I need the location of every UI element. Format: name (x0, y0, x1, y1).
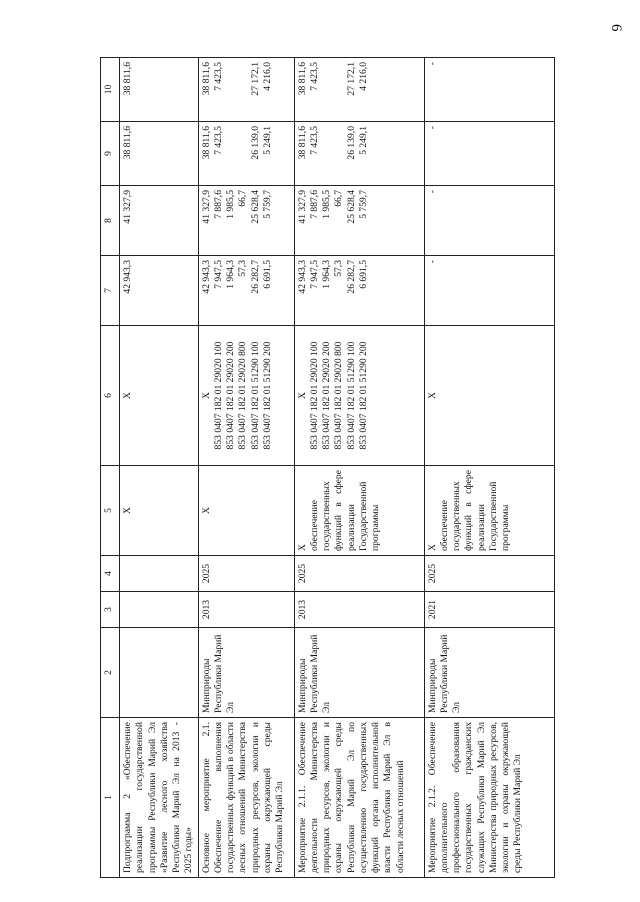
start-year-cell: 2013 (294, 592, 424, 628)
budget-code: 853 0407 182 01 29020 800 (237, 341, 249, 450)
value: 42 943,3 (200, 260, 212, 294)
value: 7 887,6 (212, 190, 224, 219)
rotated-page (100, 58, 620, 878)
budget-code: 853 0407 182 01 51290 100 (345, 341, 357, 450)
value: 5 249,1 (261, 126, 273, 155)
table-row (120, 58, 199, 878)
value: 5 249,1 (357, 126, 369, 155)
value-cell (424, 122, 554, 186)
value: 26 139,0 (345, 126, 357, 160)
value: 7 423,5 (308, 62, 320, 91)
budget-code: 853 0407 182 01 51290 100 (249, 341, 261, 450)
value (225, 126, 237, 181)
budget-code-cell (198, 326, 294, 466)
table-row (198, 58, 294, 878)
value-cell (294, 186, 424, 256)
value-cell (120, 58, 199, 122)
value: 1 964,3 (225, 260, 237, 289)
value: 27 172,1 (345, 62, 357, 96)
value: 7 423,5 (212, 126, 224, 155)
value: 66,7 (333, 190, 345, 207)
budget-code: 853 0407 182 01 51290 200 (357, 341, 369, 450)
value: 38 811,6 (200, 126, 212, 160)
table-row (424, 58, 554, 878)
value: 41 327,9 (296, 190, 308, 224)
result-cell (424, 466, 554, 556)
result-text: обеспечение государственных функций в сфере реализации Государственной программы (438, 470, 512, 551)
value-cell (198, 122, 294, 186)
value: - (426, 62, 438, 66)
result-cell (120, 466, 199, 556)
program-name-cell: Основное мероприятие 2.1. Обеспечение выполнения государственных функций в области лесных отношений Министерства природных ресурсов, экологии и охраны окружающей среды Республики Марий Эл (198, 718, 294, 878)
value: 26 282,7 (345, 260, 357, 294)
program-name-cell: Мероприятие 2.1.2. Обеспечение дополнительного профессионального образования государственных гражданских служащих Республики Марий Эл Министерства природных ресурсов, экологии и охраны окружающей среды Республики Марий Эл (424, 718, 554, 878)
value-cell (294, 58, 424, 122)
value: - (426, 260, 438, 264)
value: - (426, 126, 438, 130)
budget-code: 853 0407 182 01 29020 100 (212, 341, 224, 450)
value: 7 947,5 (308, 260, 320, 289)
result-cell (198, 466, 294, 556)
end-year-cell (120, 556, 199, 592)
header-cell: 3 (101, 592, 120, 628)
value-cell (294, 256, 424, 326)
value: 42 943,3 (122, 260, 133, 294)
header-cell: 6 (101, 326, 120, 466)
end-year-cell: 2025 (424, 556, 554, 592)
value: 41 327,9 (200, 190, 212, 224)
value: 41 327,9 (122, 190, 133, 224)
result-mark: X (200, 507, 212, 514)
value: 4 216,0 (261, 62, 273, 91)
end-year-cell: 2025 (294, 556, 424, 592)
value: - (426, 190, 438, 194)
value (237, 62, 249, 117)
value-cell (424, 186, 554, 256)
value: 57,3 (333, 260, 345, 277)
header-cell: 5 (101, 466, 120, 556)
value: 7 423,5 (308, 126, 320, 155)
end-year-cell: 2025 (198, 556, 294, 592)
budget-code: X (122, 392, 133, 399)
budget-code: X (426, 392, 438, 399)
budget-code: X (200, 392, 212, 399)
value: 4 216,0 (357, 62, 369, 91)
budget-code: 853 0407 182 01 51290 200 (261, 341, 273, 450)
value: 57,3 (237, 260, 249, 277)
value: 25 628,4 (345, 190, 357, 224)
executor-cell: Минприроды Республики Марий Эл (198, 628, 294, 718)
value-cell (120, 186, 199, 256)
value: 1 985,5 (321, 190, 333, 219)
value: 38 811,6 (296, 126, 308, 160)
value (237, 126, 249, 181)
value: 6 691,5 (357, 260, 369, 289)
start-year-cell: 2013 (198, 592, 294, 628)
result-cell (294, 466, 424, 556)
value: 38 811,6 (122, 62, 133, 96)
value: 42 943,3 (296, 260, 308, 294)
value: 38 811,6 (122, 126, 133, 160)
budget-code: X (296, 392, 308, 399)
value-cell (120, 122, 199, 186)
result-text: обеспечение государственных функций в сфере реализации Государственной программы (308, 470, 382, 551)
value-cell (198, 58, 294, 122)
value: 7 887,6 (308, 190, 320, 219)
budget-table (100, 57, 555, 878)
value: 5 759,7 (261, 190, 273, 219)
result-mark: X (426, 544, 438, 551)
budget-code-cell (424, 326, 554, 466)
value: 7 423,5 (212, 62, 224, 91)
budget-code: 853 0407 182 01 29020 200 (321, 341, 333, 450)
value-cell (424, 58, 554, 122)
executor-cell (120, 628, 199, 718)
value (321, 62, 333, 117)
value: 27 172,1 (249, 62, 261, 96)
page-number: 6 (608, 24, 624, 32)
value: 38 811,6 (200, 62, 212, 96)
result-mark: X (122, 507, 133, 514)
header-cell: 7 (101, 256, 120, 326)
value-cell (198, 256, 294, 326)
value: 1 985,5 (225, 190, 237, 219)
budget-code-cell (294, 326, 424, 466)
budget-code: 853 0407 182 01 29020 100 (308, 341, 320, 450)
value-cell (120, 256, 199, 326)
value: 7 947,5 (212, 260, 224, 289)
value: 66,7 (237, 190, 249, 207)
program-name-cell: Мероприятие 2.1.1. Обеспечение деятельности Министерства природных ресурсов, экологии и охраны окружающей среды Республики Марий Эл по осуществлению государственных функций органа исполнительной власти Республики Марий Эл в области лесных отношений (294, 718, 424, 878)
table-row (294, 58, 424, 878)
executor-cell: Минприроды Республики Марий Эл (424, 628, 554, 718)
header-cell: 9 (101, 122, 120, 186)
value (225, 62, 237, 117)
header-cell: 2 (101, 628, 120, 718)
program-name-cell: Подпрограмма 2 «Обеспечение реализации государственной программы Республики Марий Эл «Развитие лесного хозяйства Республики Марий Эл на 2013 - 2025 годы» (120, 718, 199, 878)
header-cell: 4 (101, 556, 120, 592)
result-mark: X (296, 544, 308, 551)
value: 1 964,3 (321, 260, 333, 289)
value: 26 139,0 (249, 126, 261, 160)
value-cell (424, 256, 554, 326)
header-row (101, 58, 120, 878)
header-cell: 8 (101, 186, 120, 256)
value: 5 759,7 (357, 190, 369, 219)
header-cell: 10 (101, 58, 120, 122)
budget-code: 853 0407 182 01 29020 200 (225, 341, 237, 450)
value (333, 126, 345, 181)
start-year-cell (120, 592, 199, 628)
value (333, 62, 345, 117)
value: 25 628,4 (249, 190, 261, 224)
value-cell (294, 122, 424, 186)
value: 6 691,5 (261, 260, 273, 289)
budget-code: 853 0407 182 01 29020 800 (333, 341, 345, 450)
value-cell (198, 186, 294, 256)
start-year-cell: 2021 (424, 592, 554, 628)
value: 38 811,6 (296, 62, 308, 96)
budget-code-cell (120, 326, 199, 466)
value (321, 126, 333, 181)
executor-cell: Минприроды Республики Марий Эл (294, 628, 424, 718)
value: 26 282,7 (249, 260, 261, 294)
header-cell: 1 (101, 718, 120, 878)
